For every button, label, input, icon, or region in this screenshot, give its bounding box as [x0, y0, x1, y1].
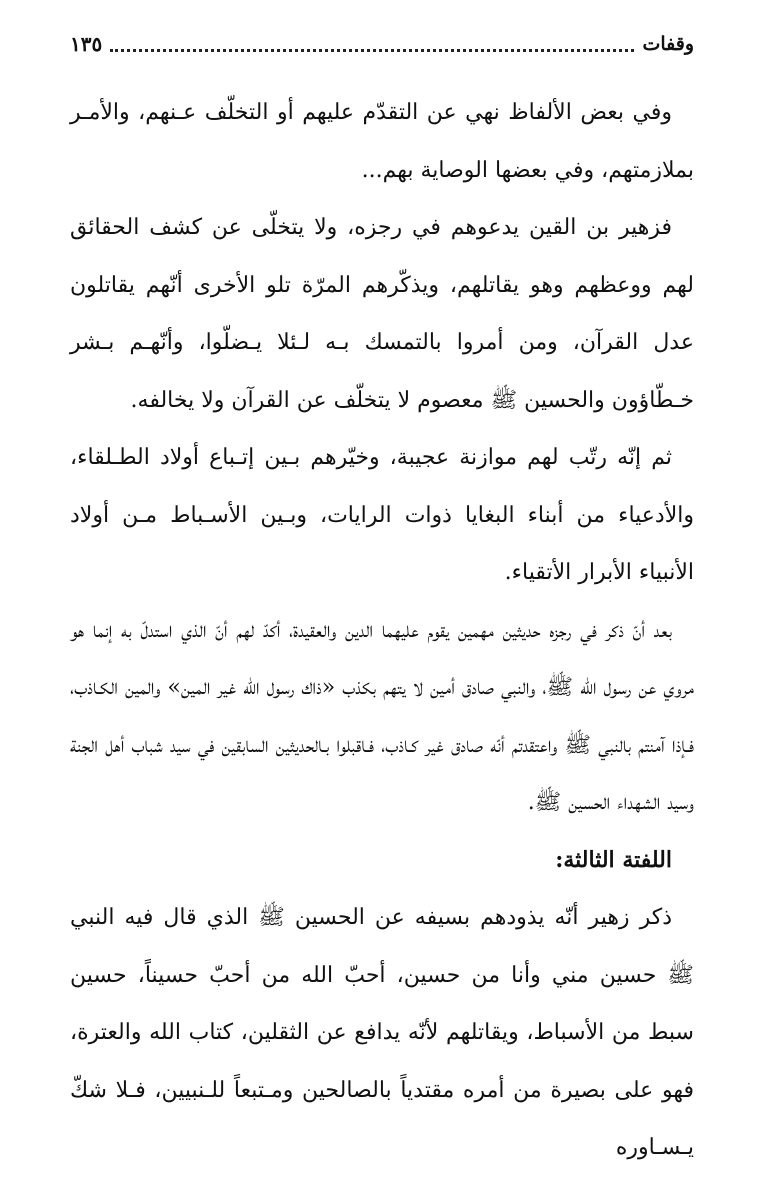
- chapter-title: وقفات: [642, 33, 694, 55]
- page-body: [70, 84, 694, 1177]
- dotted-leader: [110, 49, 634, 52]
- paragraph-5: ذكر زهير أنّه يذودهم بسيفه عن الحسين ﷺ الذي قال فيه النبي ﷺ حسين مني وأنا من حسين، أحبّ الله من أحبّ حسيناً، حسين سبط من الأسباط، ويقاتلهم لأنّه يدافع عن الثقلين، كتاب الله والعترة، فهو على بصيرة من أمره مقتدياً بالصالحين ومـتبعاً للـنبيين، فـلا شكّ يـسـاوره: [70, 905, 694, 1160]
- running-header: [70, 26, 694, 62]
- paragraph-1: وفي بعض الألفاظ نهي عن التقدّم عليهم أو التخلّف عـنهم، والأمـر بملازمتهم، وفي بعضها الوصاية بهم...: [70, 100, 694, 183]
- paragraph-4: بعد أنّ ذكر في رجزه حديثين مهمين يقوم عليهما الدين والعقيدة، أكدّ لهم أنّ الذي استدلّ به إنما هو مروي عن رسول الله ﷺ، والنبي صادق أمين لا يتهم بكذب «ذاك رسول الله غير المين» والمين الكـاذب، فـإذا آمنتم بالنبي ﷺ واعتقدتم أنّه صادق غير كـاذب، فـاقبلوا بـالحديثين السابقين في سيد شباب أهل الجنة وسيد الشهداء الحسين ﷺ.: [70, 617, 694, 815]
- page-number: ١٣٥: [70, 32, 103, 56]
- section-heading: اللفتة الثالثة:: [555, 846, 672, 873]
- paragraph-3: ثم إنّه رتّب لهم موازنة عجيبة، وخيّرهم بـين إتـباع أولاد الطـلقاء، والأدعياء من أبناء البغايا ذوات الرايات، وبـين الأسـباط مـن أولاد الأنبياء الأبرار الأتقياء.: [70, 445, 694, 585]
- paragraph-2: فزهير بن القين يدعوهم في رجزه، ولا يتخلّى عن كشف الحقائق لهم ووعظهم وهو يقاتلهم، ويذكّرهم المرّة تلو الأخرى أنّهم يقاتلون عدل القرآن، ومن أمروا بالتمسك بـه لـئلا يـضلّوا، وأنّهـم بـشر خـطّاؤون والحسين ﷺ معصوم لا يتخلّف عن القرآن ولا يخالفه.: [70, 215, 694, 413]
